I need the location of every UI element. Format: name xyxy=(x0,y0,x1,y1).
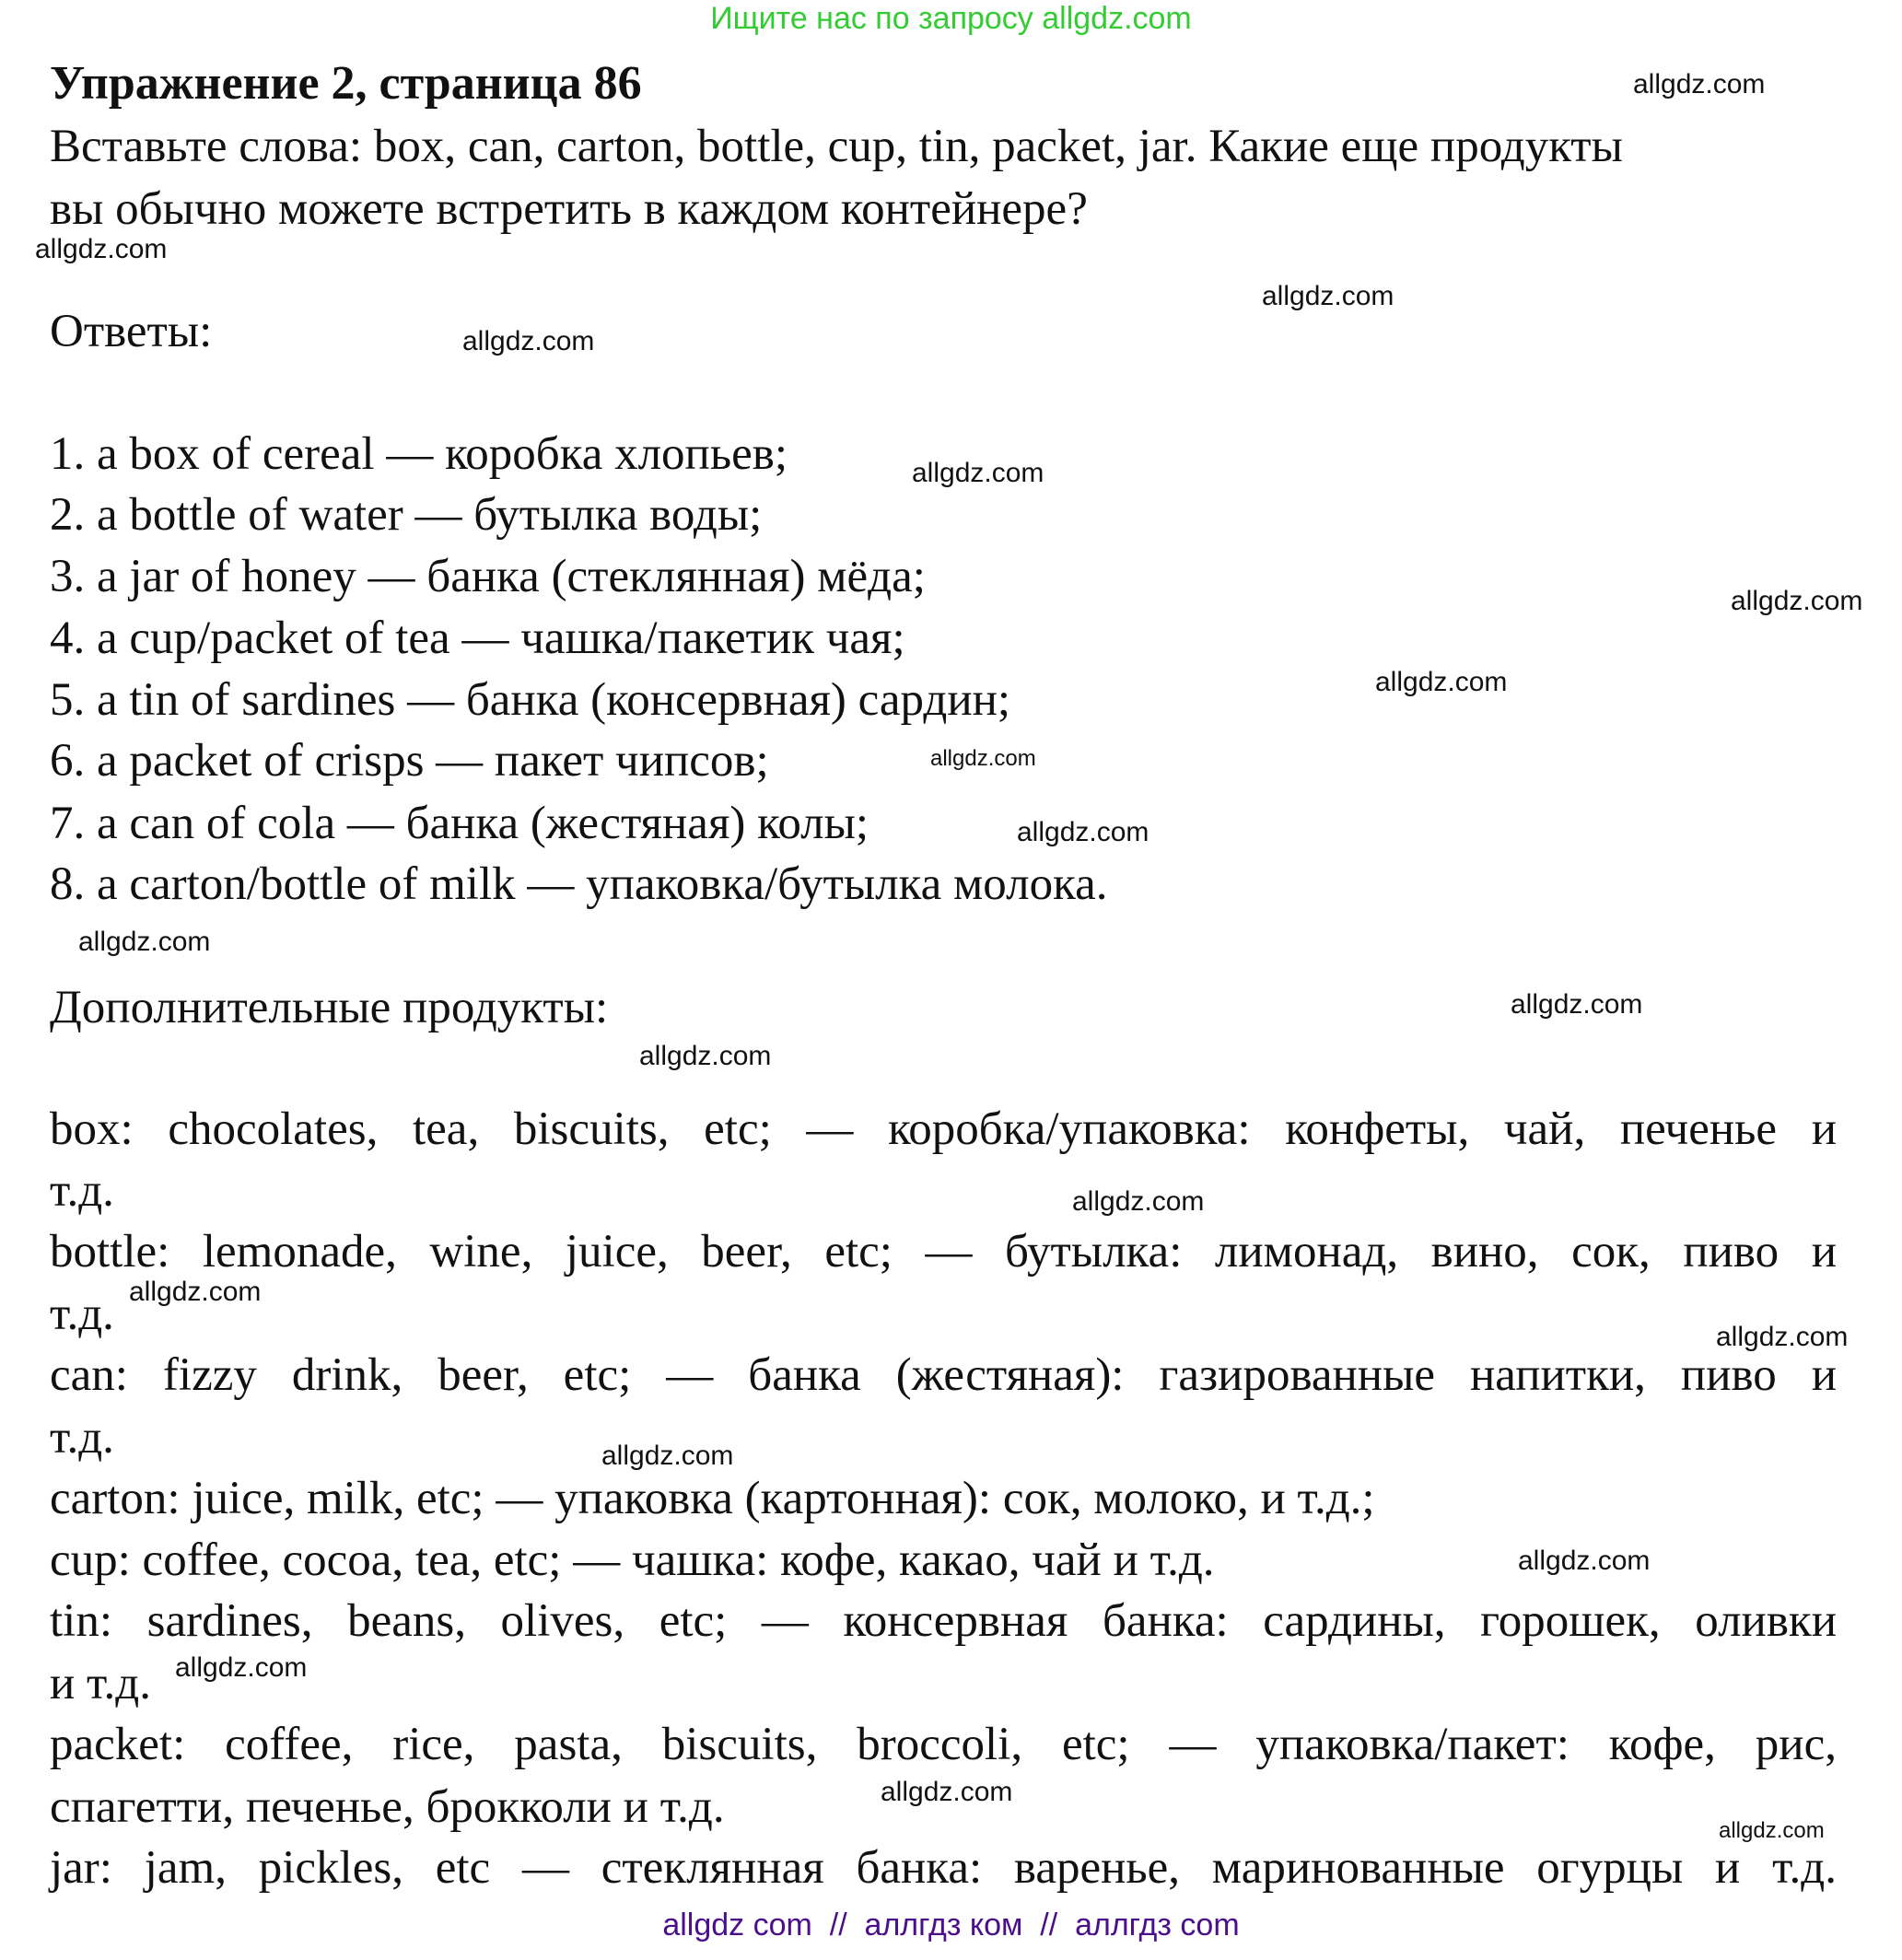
watermark: allgdz.com xyxy=(1072,1186,1205,1217)
watermark: allgdz.com xyxy=(1719,1818,1825,1843)
watermark: allgdz.com xyxy=(1017,817,1149,847)
answers-heading: Ответы: xyxy=(50,306,213,357)
watermark: allgdz.com xyxy=(639,1041,772,1071)
answer-item: 4. a cup/packet of tea — чашка/пакетик чая; xyxy=(50,612,905,664)
answer-item: 5. a tin of sardines — банка (консервная) сардин; xyxy=(50,674,1011,726)
answer-item: 3. a jar of honey — банка (стеклянная) мёда; xyxy=(50,551,926,602)
watermark: allgdz.com xyxy=(462,326,595,356)
watermark: allgdz.com xyxy=(881,1777,1013,1807)
watermark: allgdz.com xyxy=(1731,586,1863,616)
watermark: allgdz.com xyxy=(930,746,1036,771)
watermark: allgdz.com xyxy=(175,1652,308,1683)
watermark: allgdz.com xyxy=(1375,667,1508,697)
watermark: allgdz.com xyxy=(1716,1322,1849,1352)
extra-line: jar: jam, pickles, etc — стеклянная банка: варенье, маринованные огурцы и т.д. xyxy=(50,1842,1837,1894)
extra-line: т.д. xyxy=(50,1289,114,1340)
watermark: allgdz.com xyxy=(78,927,211,957)
search-banner: Ищите нас по запросу allgdz.com xyxy=(710,1,1192,36)
answer-item: 6. a packet of crisps — пакет чипсов; xyxy=(50,735,769,787)
extra-heading: Дополнительные продукты: xyxy=(50,982,609,1033)
extra-line: can: fizzy drink, beer, etc; — банка (жестяная): газированные напитки, пиво и xyxy=(50,1349,1837,1401)
page-title: Упражнение 2, страница 86 xyxy=(50,57,642,110)
watermark: allgdz.com xyxy=(912,458,1044,488)
watermark: allgdz.com xyxy=(129,1277,262,1307)
instruction-line: вы обычно можете встретить в каждом контейнере? xyxy=(50,183,1088,235)
extra-line: bottle: lemonade, wine, juice, beer, etc; — бутылка: лимонад, вино, сок, пиво и xyxy=(50,1226,1837,1278)
watermark: allgdz.com xyxy=(1633,69,1766,99)
watermark: allgdz.com xyxy=(601,1441,734,1471)
answer-item: 1. a box of cereal — коробка хлопьев; xyxy=(50,428,788,480)
extra-line: т.д. xyxy=(50,1165,114,1217)
extra-line: и т.д. xyxy=(50,1658,151,1709)
instruction-line: Вставьте слова: box, can, carton, bottle, cup, tin, packet, jar. Какие еще продукты xyxy=(50,121,1623,172)
extra-line: спагетти, печенье, брокколи и т.д. xyxy=(50,1781,725,1833)
extra-line: packet: coffee, rice, pasta, biscuits, broccoli, etc; — упаковка/пакет: кофе, рис, xyxy=(50,1719,1837,1770)
extra-line: carton: juice, milk, etc; — упаковка (картонная): сок, молоко, и т.д.; xyxy=(50,1473,1375,1524)
watermark: allgdz.com xyxy=(1511,989,1643,1020)
answer-item: 8. a carton/bottle of milk — упаковка/бутылка молока. xyxy=(50,858,1108,910)
footer-links: allgdz com // аллгдз ком // аллгдз com xyxy=(662,1908,1240,1942)
extra-line: tin: sardines, beans, olives, etc; — консервная банка: сардины, горошек, оливки xyxy=(50,1595,1837,1647)
answer-item: 2. a bottle of water — бутылка воды; xyxy=(50,489,763,541)
extra-line: cup: coffee, cocoa, tea, etc; — чашка: кофе, какао, чай и т.д. xyxy=(50,1534,1215,1586)
watermark: allgdz.com xyxy=(1262,281,1394,311)
watermark: allgdz.com xyxy=(35,234,168,264)
extra-line: box: chocolates, tea, biscuits, etc; — коробка/упаковка: конфеты, чай, печенье и xyxy=(50,1103,1837,1155)
answer-item: 7. a can of cola — банка (жестяная) колы; xyxy=(50,798,869,849)
watermark: allgdz.com xyxy=(1518,1546,1651,1576)
extra-line: т.д. xyxy=(50,1412,114,1464)
